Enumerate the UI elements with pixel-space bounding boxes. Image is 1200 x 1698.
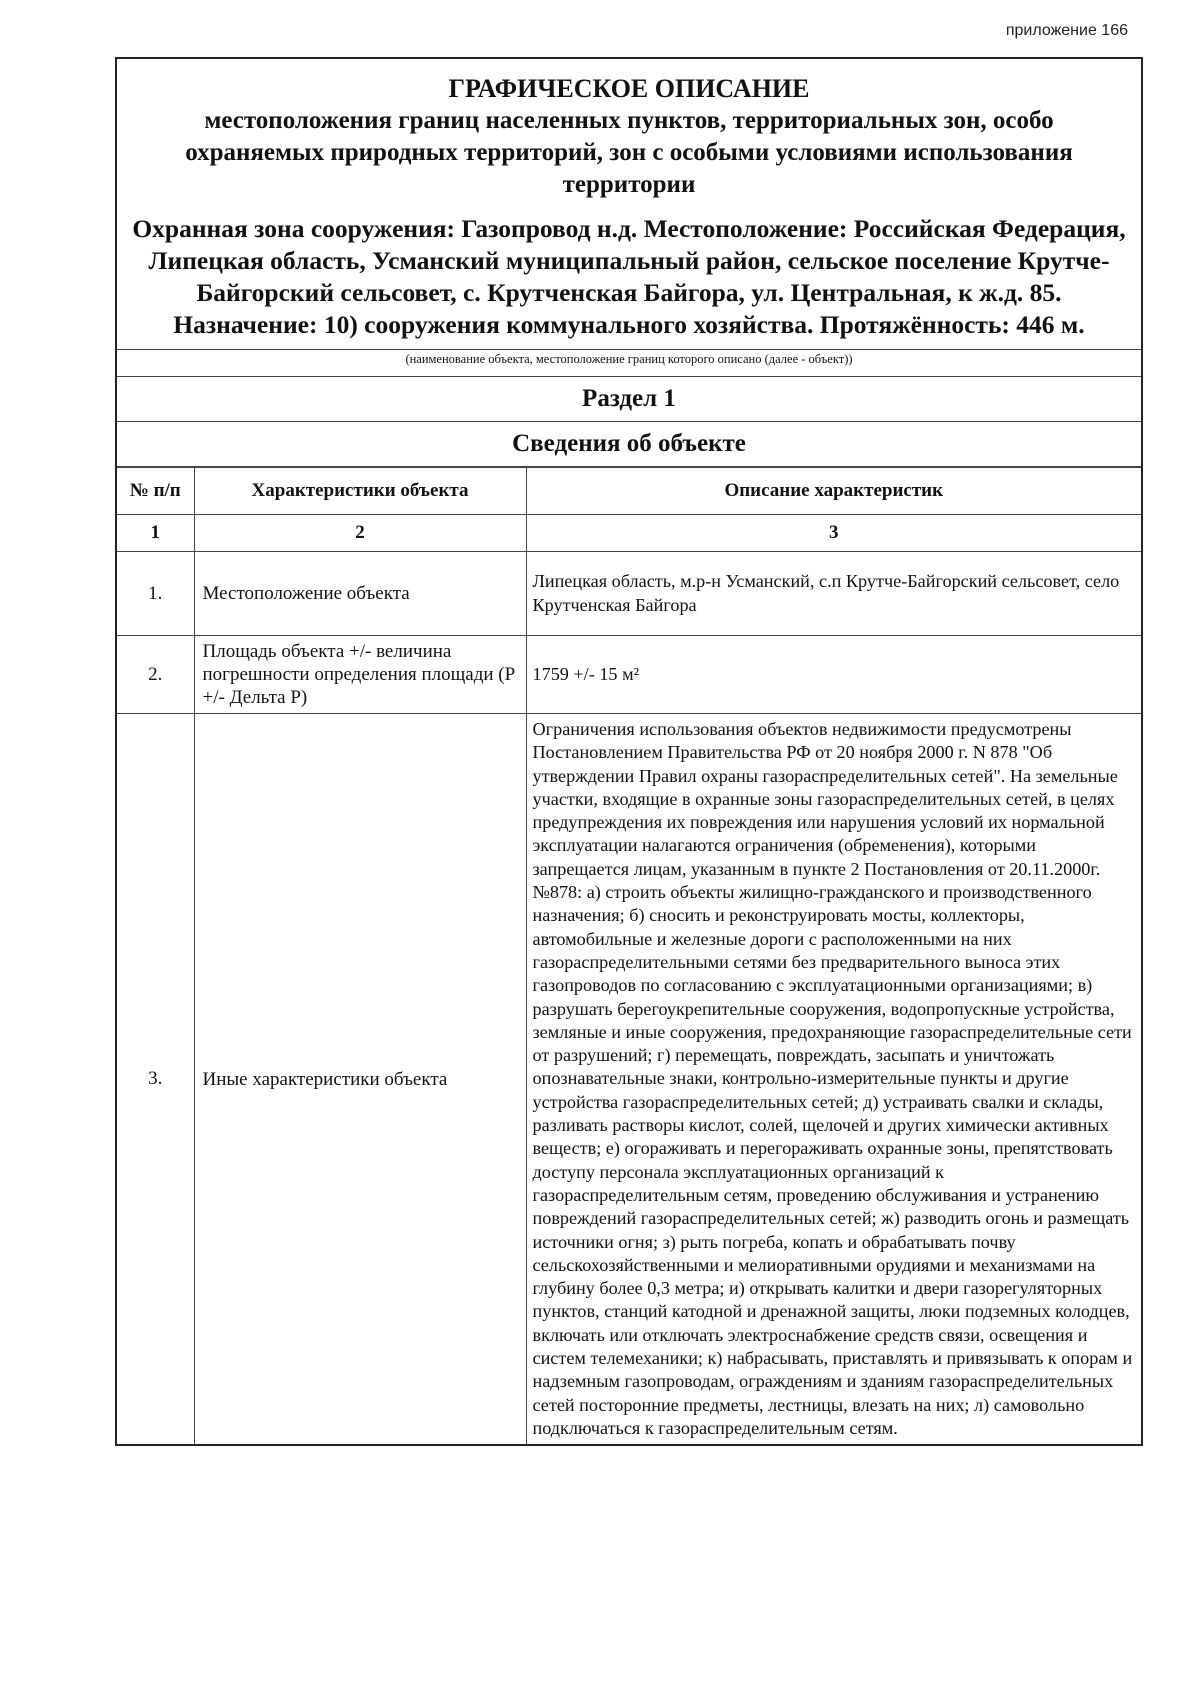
document-title: ГРАФИЧЕСКОЕ ОПИСАНИЕ [448,74,810,103]
header-num: № п/п [117,468,194,515]
table-row [117,636,1141,714]
section-title: Сведения об объекте [117,422,1141,467]
row-characteristic: Иные характеристики объекта [194,714,526,1445]
row-num: 3. [117,714,194,1445]
header-characteristic: Характеристики объекта [194,468,526,515]
row-characteristic: Площадь объекта +/- величина погрешности определения площади (Р +/- Дельта Р) [194,636,526,714]
table-row [117,714,1141,1445]
table-header-row [117,468,1141,515]
appendix-label: приложение 166 [1005,22,1128,39]
row-num: 2. [117,636,194,714]
object-name: Охранная зона сооружения: Газопровод н.д. Местоположение: Российская Федерация, Липецкая область, Усманский муниципальный район, сельское поселение Крутче-Байгорский сельсовет, с. Крутченская Байгора, ул. Центральная, к ж.д. 85. Назначение: 10) сооружения коммунального хозяйства. Протяжённость: 446 м. [132,214,1126,339]
column-number-2: 2 [194,515,526,552]
column-number-row [117,515,1141,552]
document-subtitle: местоположения границ населенных пунктов, территориальных зон, особо охраняемых природных территорий, зон с особыми условиями использования территории [185,107,1073,198]
row-num: 1. [117,552,194,636]
header-description: Описание характеристик [526,468,1141,515]
row-description: Липецкая область, м.р-н Усманский, с.п Крутче-Байгорский сельсовет, село Крутченская Байгора [526,552,1141,636]
column-number-1: 1 [117,515,194,552]
section-number: Раздел 1 [117,377,1141,422]
row-description: 1759 +/- 15 м² [526,636,1141,714]
document-header [117,59,1141,350]
column-number-3: 3 [526,515,1141,552]
object-info-table [117,467,1141,1444]
document-frame [115,57,1143,1446]
row-characteristic: Местоположение объекта [194,552,526,636]
table-row [117,552,1141,636]
row-description: Ограничения использования объектов недвижимости предусмотрены Постановлением Правительства РФ от 20 ноября 2000 г. N 878 "Об утверждении Правил охраны газораспределительных сетей". На земельные участки, входящие в охранные зоны газораспределительных сетей, в целях предупреждения их повреждения или нарушения условий их нормальной эксплуатации налагаются ограничения (обременения), которыми запрещается лицам, указанным в пункте 2 Постановления от 20.11.2000г. №878: а) строить объекты жилищно-гражданского и производственного назначения; б) сносить и реконструировать мосты, коллекторы, автомобильные и железные дороги с расположенными на них газораспределительными сетями без предварительного выноса этих газопроводов по согласованию с эксплуатационными организациями; в) разрушать берегоукрепительные сооружения, водопропускные устройства, земляные и иные сооружения, предохраняющие газораспределительные сети от разрушений; г) перемещать, повреждать, засыпать и уничтожать опознавательные знаки, контрольно-измерительные пункты и другие устройства газораспределительных сетей; д) устраивать свалки и склады, разливать растворы кислот, солей, щелочей и других химически активных веществ; е) огораживать и перегораживать охранные зоны, препятствовать доступу персонала эксплуатационных организаций к газораспределительным сетям, проведению обслуживания и устранению повреждений газораспределительных сетей; ж) разводить огонь и размещать источники огня; з) рыть погреба, копать и обрабатывать почву сельскохозяйственными и мелиоративными орудиями и механизмами на глубину более 0,3 метра; и) открывать калитки и двери газорегуляторных пунктов, станций катодной и дренажной защиты, люки подземных колодцев, включать или отключать электроснабжение средств связи, освещения и систем телемеханики; к) набрасывать, приставлять и привязывать к опорам и надземным газопроводам, ограждениям и зданиям газораспределительных сетей посторонние предметы, лестницы, влезать на них; л) самовольно подключаться к газораспределительным сетям. [526,714,1141,1445]
object-caption: (наименование объекта, местоположение границ которого описано (далее - объект)) [117,350,1141,377]
